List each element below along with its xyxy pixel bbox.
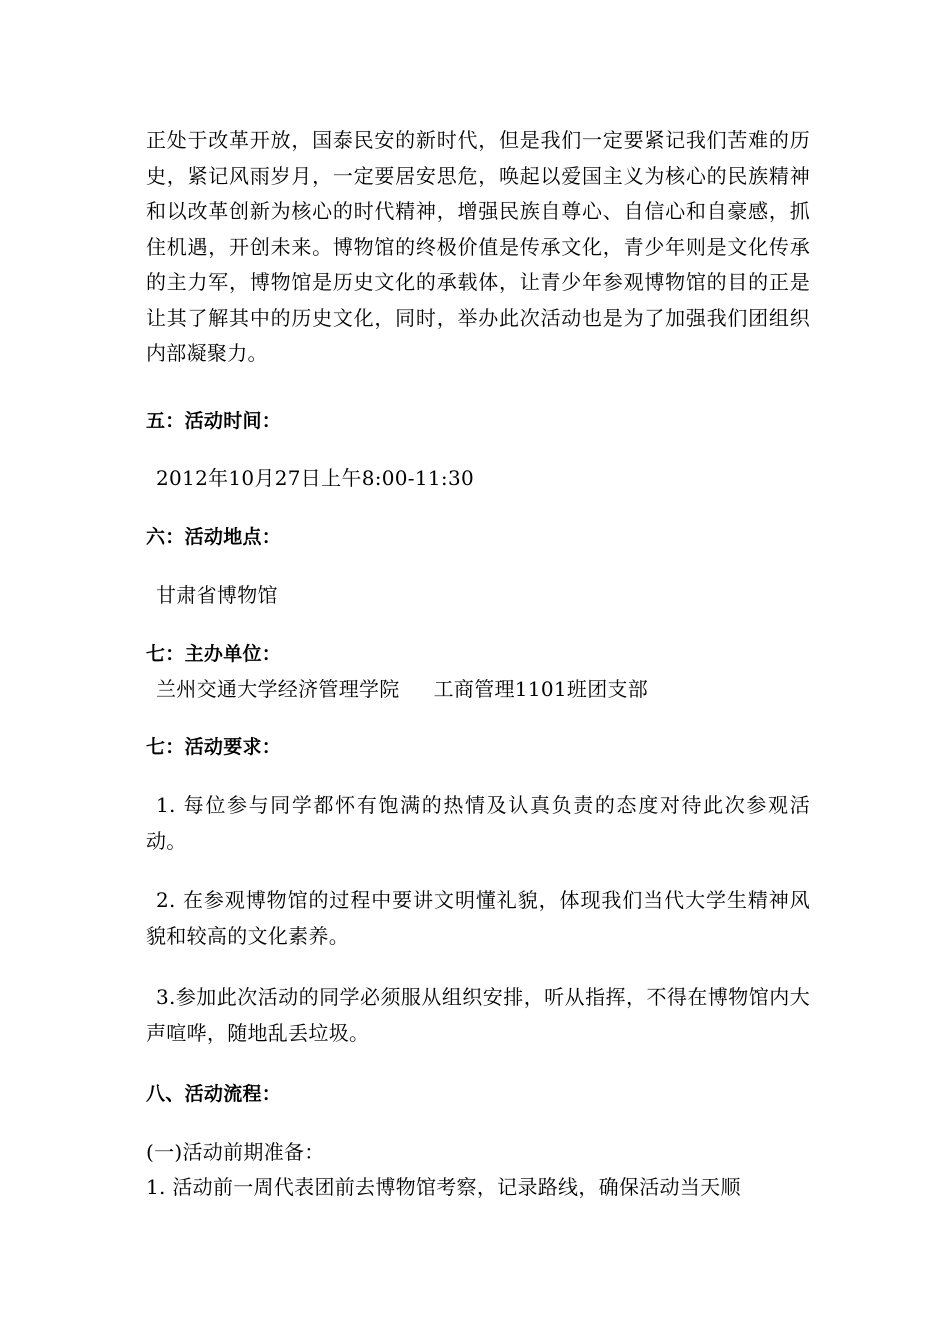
section-7-requirements-heading: 七：活动要求： xyxy=(146,736,282,758)
requirement-item xyxy=(146,980,810,1051)
preparation-item-1: 1. 活动前一周代表团前去博物馆考察，记录路线，确保活动当天顺 xyxy=(146,1175,741,1199)
activity-time: 2012年10月27日上午8:00-11:30 xyxy=(156,466,475,490)
requirement-3: 3.参加此次活动的同学必须服从组织安排，听从指挥，不得在博物馆内大声喧哗，随地乱丢垃圾。 xyxy=(146,985,810,1045)
section-7-organizer-heading: 七：主办单位： xyxy=(146,643,282,665)
organizer-line xyxy=(156,672,820,707)
section-8-heading: 八、活动流程： xyxy=(146,1083,282,1105)
requirement-item xyxy=(146,883,810,954)
requirement-item xyxy=(146,788,810,859)
requirement-1: 1. 每位参与同学都怀有饱满的热情及认真负责的态度对待此次参观活动。 xyxy=(146,793,810,853)
intro-paragraph: 正处于改革开放，国泰民安的新时代，但是我们一定要紧记我们苦难的历史，紧记风雨岁月，一定要居安思危，唤起以爱国主义为核心的民族精神和以改革创新为核心的时代精神，增强民族自尊心、自信心和自豪感，抓住机遇，开创未来。博物馆的终极价值是传承文化，青少年则是文化传承的主力军，博物馆是历史文化的承载体，让青少年参观博物馆的目的正是让其了解其中的历史文化，同时，举办此次活动也是为了加强我们团组织内部凝聚力。 xyxy=(146,128,810,365)
organizer-class: 工商管理1101班团支部 xyxy=(433,677,649,701)
section-6-heading: 六：活动地点： xyxy=(146,526,282,548)
section-5-heading: 五：活动时间： xyxy=(146,410,282,432)
activity-location: 甘肃省博物馆 xyxy=(156,583,278,607)
organizer-college: 兰州交通大学经济管理学院 xyxy=(156,677,400,701)
requirement-2: 2. 在参观博物馆的过程中要讲文明懂礼貌，体现我们当代大学生精神风貌和较高的文化素养。 xyxy=(146,888,810,948)
preparation-subheading: (一)活动前期准备： xyxy=(146,1140,325,1164)
